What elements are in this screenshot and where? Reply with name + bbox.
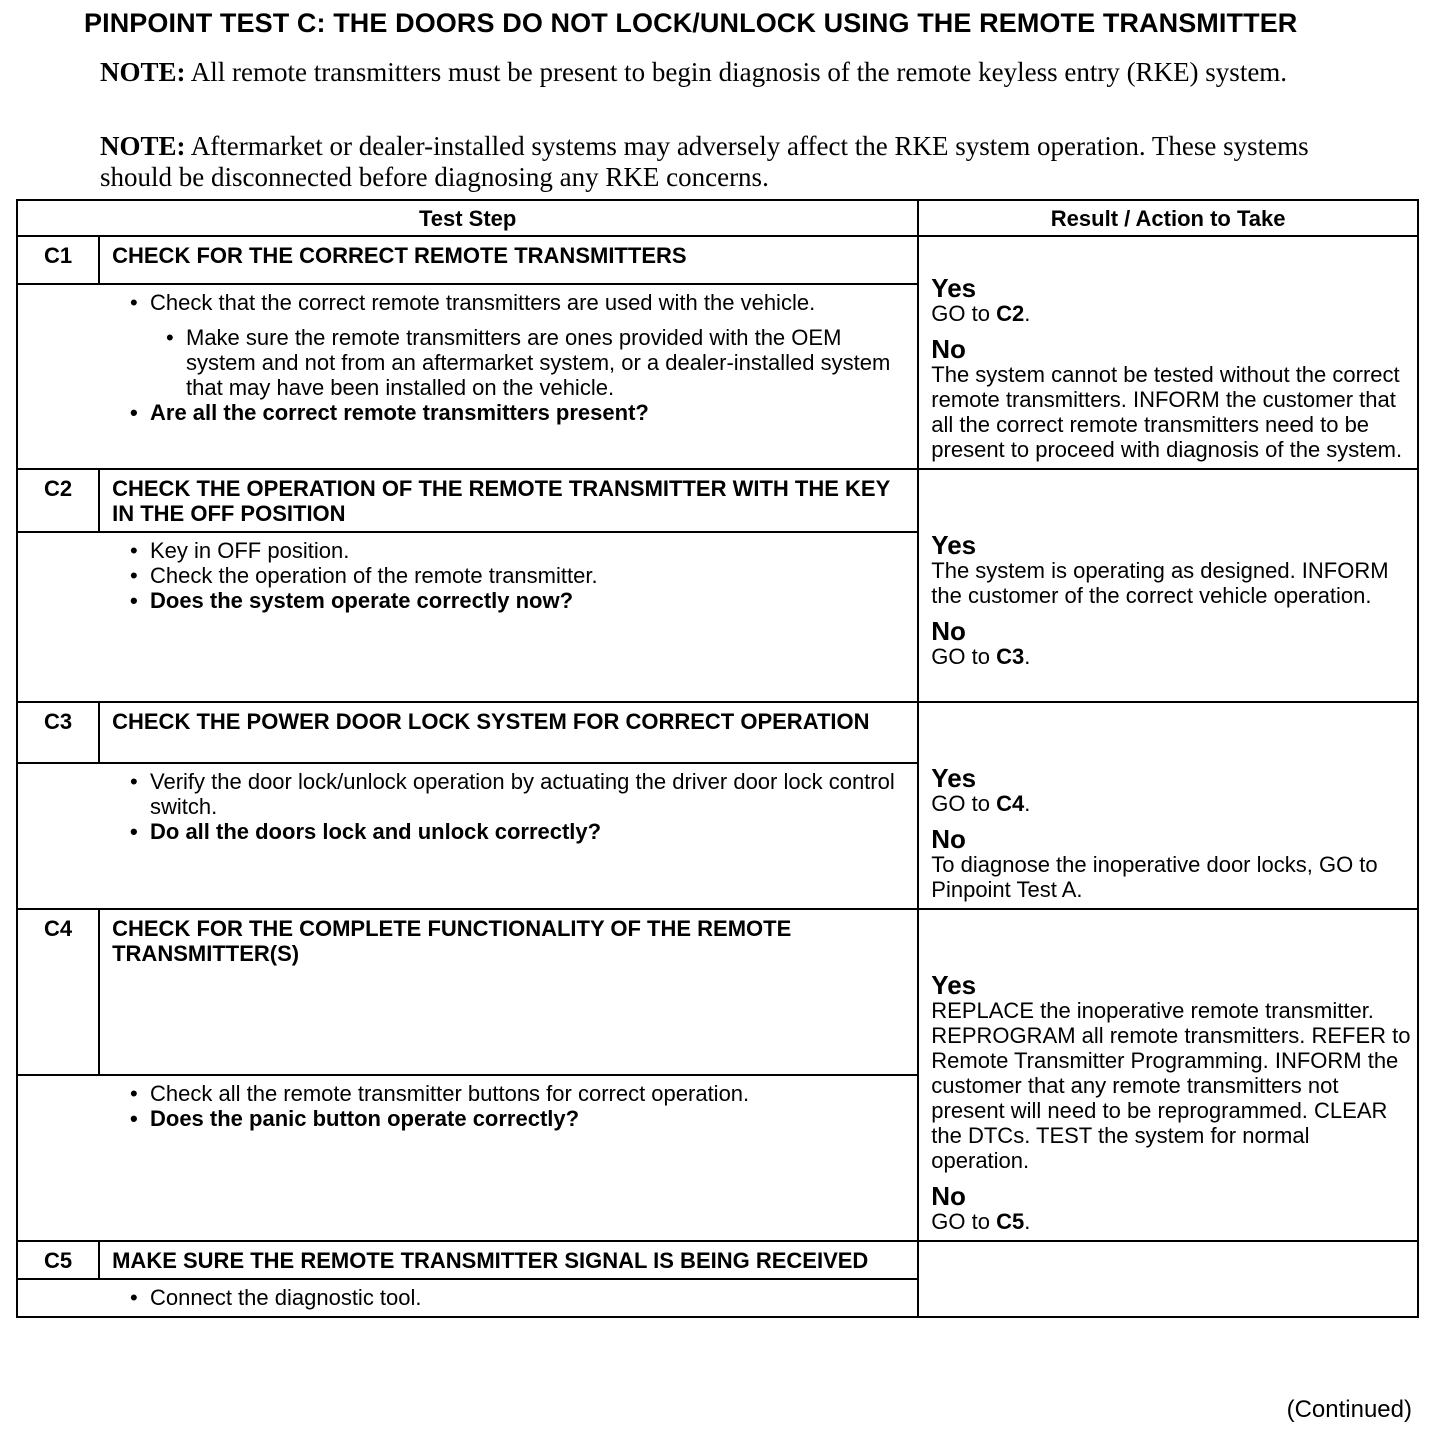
yes-action: GO to C4. <box>931 791 1031 816</box>
list-item: • Check all the remote transmitter buttons for correct operation. <box>130 1081 750 1106</box>
table-header-row <box>17 200 1418 236</box>
list-item: • Key in OFF position. <box>130 538 350 563</box>
step-c5-heading-row <box>17 1241 1418 1279</box>
step-c5-body <box>17 1279 918 1317</box>
note-text: All remote transmitters must be present to begin diagnosis of the remote keyless entry (RKE) system. <box>190 57 1288 87</box>
note-text: Aftermarket or dealer-installed systems may adversely affect the RKE system operation. These systems should be disconnected before diagnosing any RKE concerns. <box>100 131 1309 192</box>
list-item: • Check the operation of the remote transmitter. <box>130 563 598 588</box>
header-result: Result / Action to Take <box>918 200 1418 236</box>
continued-label: (Continued) <box>1286 1396 1412 1423</box>
step-heading: CHECK FOR THE CORRECT REMOTE TRANSMITTERS <box>99 236 918 284</box>
step-c1-heading-row <box>17 236 1418 284</box>
yes-label: Yes <box>931 763 977 793</box>
no-action: GO to C5. <box>931 1209 1031 1234</box>
step-id: C4 <box>17 909 99 1075</box>
step-c1-result <box>918 236 1418 469</box>
no-action: GO to C3. <box>931 644 1031 669</box>
step-c5-result <box>918 1241 1418 1317</box>
step-ref: C2 <box>996 301 1025 326</box>
header-test-step: Test Step <box>17 200 918 236</box>
step-id: C5 <box>17 1241 99 1279</box>
list-item-question: • Does the system operate correctly now? <box>130 588 574 613</box>
step-ref: C4 <box>996 791 1025 816</box>
no-label: No <box>931 1181 966 1211</box>
note-label: NOTE: <box>100 57 186 87</box>
list-subitem: • Make sure the remote transmitters are ones provided with the OEM system and not from an aftermarket system, or a dealer-installed system that may have been installed on the vehicle. <box>166 324 891 400</box>
note-aftermarket-systems <box>100 131 1320 193</box>
note-label: NOTE: <box>100 131 186 161</box>
step-c4-heading-row <box>17 909 1418 1075</box>
list-item: • Check that the correct remote transmitters are used with the vehicle. <box>130 289 816 315</box>
no-label: No <box>931 334 966 364</box>
step-c3-body <box>17 763 918 909</box>
step-c2-heading-row <box>17 469 1418 532</box>
yes-label: Yes <box>931 273 977 303</box>
yes-action: REPLACE the inoperative remote transmitter. REPROGRAM all remote transmitters. REFER to Remote Transmitter Programming. INFORM the customer that any remote transmitters not present will need to be reprogrammed. CLEAR the DTCs. TEST the system for normal operation. <box>931 998 1411 1173</box>
no-label: No <box>931 824 966 854</box>
list-item-question: • Are all the correct remote transmitters present? <box>130 399 649 425</box>
step-ref: C5 <box>996 1209 1025 1234</box>
step-heading: CHECK THE POWER DOOR LOCK SYSTEM FOR CORRECT OPERATION <box>99 702 918 763</box>
step-c3-result <box>918 702 1418 909</box>
no-action: To diagnose the inoperative door locks, GO to Pinpoint Test A. <box>931 852 1378 902</box>
pinpoint-test-table <box>16 199 1419 1318</box>
yes-label: Yes <box>931 970 977 1000</box>
no-action: The system cannot be tested without the correct remote transmitters. INFORM the customer that all the correct remote transmitters need to be present to proceed with diagnosis of the system. <box>931 362 1403 462</box>
step-c3-heading-row <box>17 702 1418 763</box>
yes-action: The system is operating as designed. INFORM the customer of the correct vehicle operation. <box>931 558 1389 608</box>
step-id: C1 <box>17 236 99 284</box>
no-label: No <box>931 616 966 646</box>
yes-action: GO to C2. <box>931 301 1031 326</box>
step-c1-body <box>17 284 918 469</box>
step-c4-body <box>17 1075 918 1241</box>
step-id: C3 <box>17 702 99 763</box>
step-id: C2 <box>17 469 99 532</box>
step-c2-body <box>17 532 918 702</box>
list-item: • Connect the diagnostic tool. <box>130 1285 422 1310</box>
list-item-question: • Does the panic button operate correctly? <box>130 1106 580 1131</box>
step-heading: CHECK THE OPERATION OF THE REMOTE TRANSMITTER WITH THE KEY IN THE OFF POSITION <box>99 469 918 532</box>
list-item: • Verify the door lock/unlock operation by actuating the driver door lock control switch. <box>130 769 895 819</box>
note-rke-transmitters <box>100 57 1320 88</box>
step-c4-result <box>918 909 1418 1241</box>
list-item-question: • Do all the doors lock and unlock correctly? <box>130 819 602 844</box>
yes-label: Yes <box>931 530 977 560</box>
page-title: PINPOINT TEST C: THE DOORS DO NOT LOCK/UNLOCK USING THE REMOTE TRANSMITTER <box>84 8 1298 38</box>
step-heading: CHECK FOR THE COMPLETE FUNCTIONALITY OF THE REMOTE TRANSMITTER(S) <box>99 909 918 1075</box>
step-ref: C3 <box>996 644 1025 669</box>
step-c2-result <box>918 469 1418 702</box>
step-heading: MAKE SURE THE REMOTE TRANSMITTER SIGNAL IS BEING RECEIVED <box>99 1241 918 1279</box>
